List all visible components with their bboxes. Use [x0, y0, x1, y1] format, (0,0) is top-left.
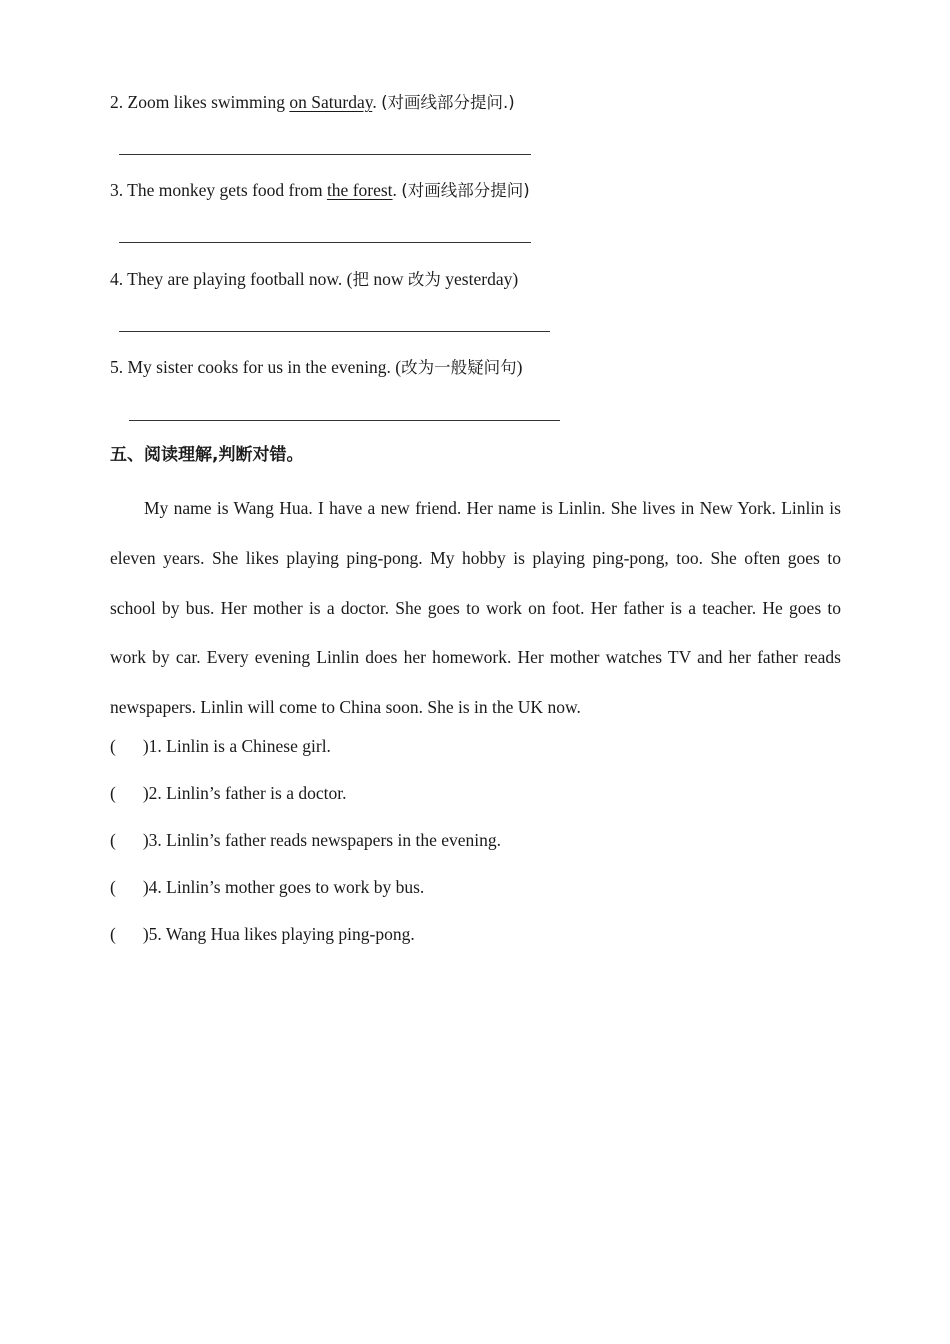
tf-statement: 1. Linlin is a Chinese girl.: [148, 736, 331, 756]
tf-item-5: [110, 923, 415, 945]
section-heading: 五、阅读理解,判断对错。: [110, 445, 304, 465]
answer-paren-open: (: [110, 830, 116, 850]
underlined-phrase: on Saturday: [289, 92, 373, 112]
tf-statement: 3. Linlin’s father reads newspapers in the evening.: [148, 830, 501, 850]
instruction-cn: 改为: [407, 270, 441, 289]
rewrite-item-2: [110, 91, 515, 114]
item-text: 5. My sister cooks for us in the evening. (: [110, 357, 402, 377]
answer-paren-open: (: [110, 877, 116, 897]
answer-line[interactable]: [129, 420, 560, 421]
underlined-phrase: the forest: [326, 180, 393, 200]
tf-item-4: [110, 876, 424, 898]
answer-paren-close: ): [142, 877, 149, 897]
instruction: (对画线部分提问.): [381, 93, 515, 112]
tf-item-3: [110, 829, 501, 851]
item-text-tail: yesterday): [440, 269, 519, 289]
instruction-cn: 改为一般疑问句: [401, 358, 517, 377]
answer-paren-open: (: [110, 783, 116, 803]
answer-paren-open: (: [110, 736, 116, 756]
item-text-mid: now: [369, 269, 408, 289]
tf-item-2: [110, 782, 346, 804]
item-text-tail: .: [372, 92, 382, 112]
answer-paren-close: ): [142, 924, 149, 944]
tf-statement: 2. Linlin’s father is a doctor.: [148, 783, 347, 803]
answer-paren-open: (: [110, 924, 116, 944]
rewrite-item-5: [110, 356, 522, 379]
answer-line[interactable]: [119, 331, 550, 332]
answer-line[interactable]: [119, 154, 531, 155]
item-text: 2. Zoom likes swimming: [110, 92, 290, 112]
item-text-tail: .: [392, 180, 402, 200]
instruction: (对画线部分提问): [401, 181, 530, 200]
item-text: 3. The monkey gets food from: [110, 180, 327, 200]
tf-item-1: [110, 735, 331, 757]
answer-line[interactable]: [119, 242, 531, 243]
rewrite-item-3: [110, 179, 530, 202]
reading-passage: My name is Wang Hua. I have a new friend. Her name is Linlin. She lives in New York. Linlin is eleven years. She likes playing ping-pong. My hobby is playing ping-pong, too. She often goes to school by bus. Her mother is a doctor. She goes to work on foot. Her father is a teacher. He goes to work by car. Every evening Linlin does her homework. Her mother watches TV and her father reads newspapers. Linlin will come to China soon. She is in the UK now.: [110, 498, 841, 718]
tf-statement: 5. Wang Hua likes playing ping-pong.: [148, 924, 415, 944]
answer-paren-close: ): [142, 830, 149, 850]
instruction-cn: 把: [352, 270, 370, 289]
tf-statement: 4. Linlin’s mother goes to work by bus.: [148, 877, 425, 897]
item-text-tail: ): [516, 357, 523, 377]
answer-paren-close: ): [142, 783, 149, 803]
answer-paren-close: ): [142, 736, 149, 756]
rewrite-item-4: [110, 268, 518, 291]
item-text: 4. They are playing football now. (: [110, 269, 353, 289]
